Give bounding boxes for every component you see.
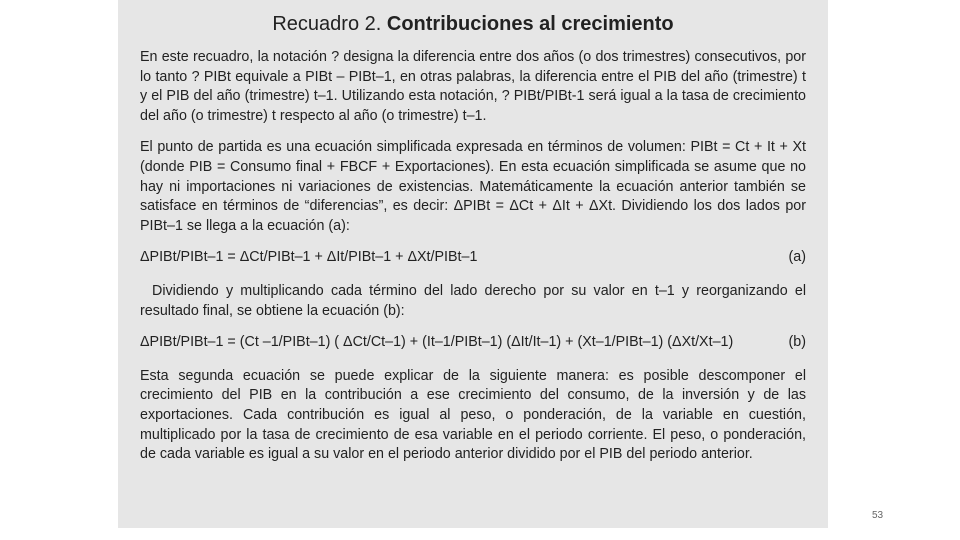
paragraph-reorganize: Dividiendo y multiplicando cada término del lado derecho por su valor en t–1 y reorganizando el resultado final, se obtiene la ecuación (b): [140,282,806,319]
paragraph-notation: En este recuadro, la notación ? designa la diferencia entre dos años (o dos trimestres) consecutivos, por lo tanto ? PIBt equivale a PIBt – PIBt–1, en otras palabras, la diferencia entre el PIB del año (trimestre) t y el PIB del año (trimestre) t–1. Utilizando esta notación, ? PIBt/PIBt-1 será igual a la tasa de crecimiento del año (o trimestre) t respecto al año (o trimestre) t–1. [140,49,806,124]
text-box-page [118,0,828,528]
paragraph-explanation: Esta segunda ecuación se puede explicar de la siguiente manera: es posible descomponer el crecimiento del PIB en la contribución a ese crecimiento del consumo, de la inversión y de las exportaciones. Cada contribución es igual al peso, o ponderación, de la variable en cuestión, multiplicado por la tasa de crecimiento de esa variable en el periodo corriente. El peso, o ponderación, de cada variable es igual a su valor en el periodo anterior dividido por el PIB del periodo anterior. [140,367,806,463]
equation-a-expression: ΔPIBt/PIBt–1 = ΔCt/PIBt–1 + ΔIt/PIBt–1 + ΔXt/PIBt–1 [140,249,478,266]
paragraph-starting-point: El punto de partida es una ecuación simplificada expresada en términos de volumen: PIBt = Ct + It + Xt (donde PIB = Consumo final + FBCF + Exportaciones). En esta ecuación simplificada se asume que no hay ni importaciones ni variaciones de existencias. Matemáticamente la ecuación anterior también se satisface en términos de “diferencias”, es decir: ΔPIBt = ΔCt + ΔIt + ΔXt. Dividiendo los dos lados por PIBt–1 se llega a la ecuación (a): [140,139,806,234]
equation-a [140,248,806,268]
box-title-prefix: Recuadro 2. [272,13,382,35]
equation-b-tag: (b) [788,334,806,351]
equation-b [140,333,806,353]
equation-b-expression: ΔPIBt/PIBt–1 = (Ct –1/PIBt–1) ( ΔCt/Ct–1) + (It–1/PIBt–1) (ΔIt/It–1) + (Xt–1/PIBt–1) (ΔXt/Xt–1) [140,334,734,351]
box-title-main: Contribuciones al crecimiento [386,13,674,35]
equation-a-tag: (a) [788,249,806,266]
page-number: 53 [872,510,884,521]
box-title [140,10,806,38]
